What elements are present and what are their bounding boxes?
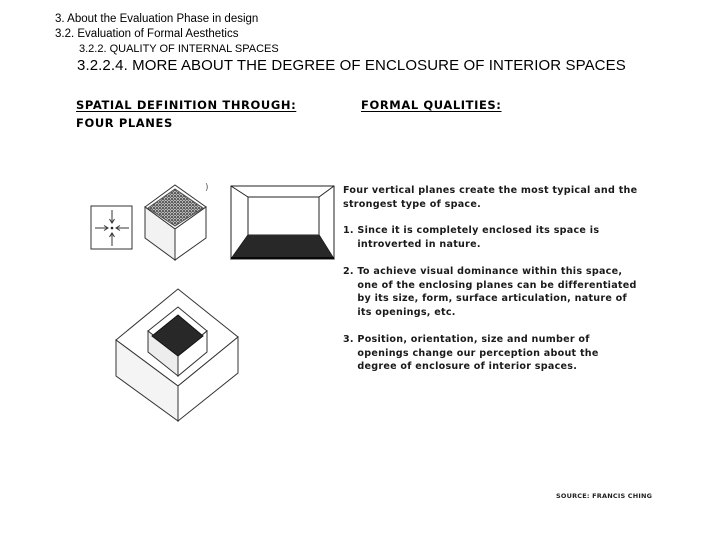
arrow-down-icon xyxy=(110,210,115,223)
point-1 xyxy=(343,224,599,251)
arrow-up-icon xyxy=(110,233,115,246)
page-title: 3.2.2.4. MORE ABOUT THE DEGREE OF ENCLOSURE OF INTERIOR SPACES xyxy=(77,57,626,74)
point-1-line: 1. Since it is completely enclosed its space is xyxy=(343,225,600,236)
plan-diagram xyxy=(91,206,132,249)
arrow-right-icon xyxy=(95,226,108,231)
intro-paragraph xyxy=(343,184,637,211)
breadcrumb-level-3: 3.2.2. QUALITY OF INTERNAL SPACES xyxy=(79,43,279,55)
section-subheading-four-planes: FOUR PLANES xyxy=(76,116,173,130)
breadcrumb-level-2: 3.2. Evaluation of Formal Aesthetics xyxy=(55,28,239,40)
point-1-line: introverted in nature. xyxy=(343,238,481,250)
point-3-line: degree of enclosure of interior spaces. xyxy=(343,361,578,373)
section-heading-formal-qualities: FORMAL QUALITIES: xyxy=(361,98,502,112)
perspective-room xyxy=(231,186,334,259)
stray-mark: ) xyxy=(205,183,209,193)
point-2-line: its openings, etc. xyxy=(343,306,456,318)
point-3 xyxy=(343,333,599,374)
source-credit: SOURCE: FRANCIS CHING xyxy=(556,492,653,500)
point-3-line: openings change our perception about the xyxy=(343,347,599,359)
point-3-line: 3. Position, orientation, size and number of xyxy=(343,334,590,345)
point-2-line: by its size, form, surface articulation, nature of xyxy=(343,293,627,305)
point-2 xyxy=(343,265,637,319)
intro-line: strongest type of space. xyxy=(343,198,482,210)
point-2-line: one of the enclosing planes can be differentiated xyxy=(343,279,637,291)
breadcrumb-level-1: 3. About the Evaluation Phase in design xyxy=(55,13,259,25)
small-enclosure-box xyxy=(145,185,206,260)
arrow-left-icon xyxy=(116,226,129,231)
large-enclosure-box xyxy=(116,289,238,421)
section-heading-spatial-definition: SPATIAL DEFINITION THROUGH: xyxy=(76,98,297,112)
point-2-line: 2. To achieve visual dominance within this space, xyxy=(343,266,623,277)
intro-line: Four vertical planes create the most typical and the xyxy=(343,185,638,196)
